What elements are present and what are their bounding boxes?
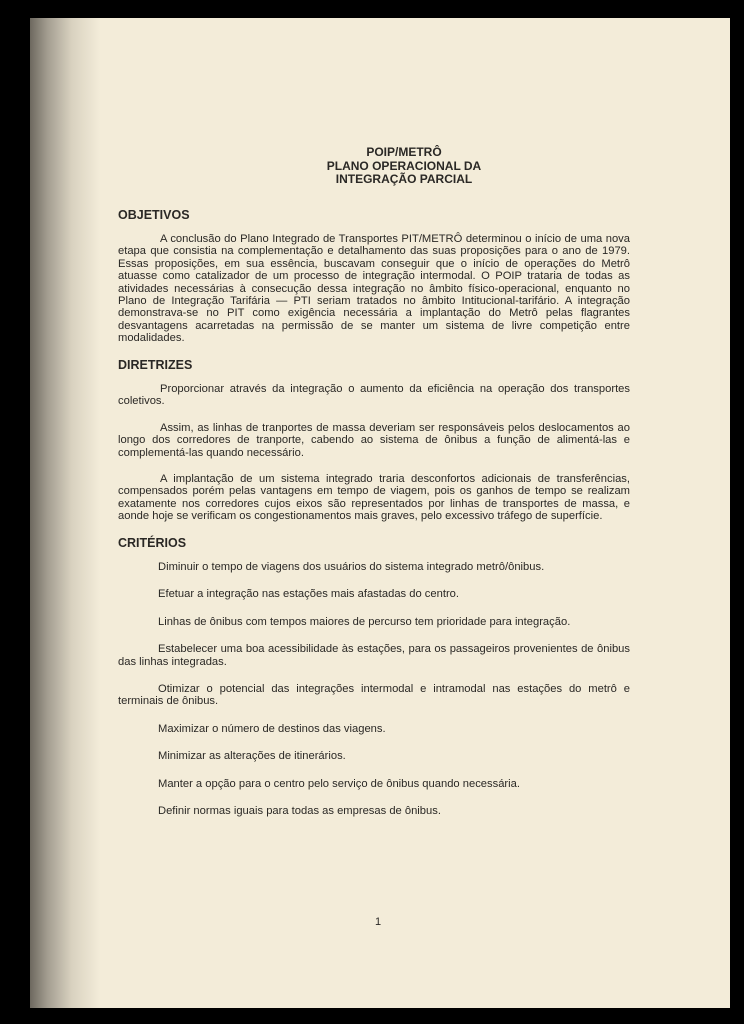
criterion-item: Linhas de ônibus com tempos maiores de percurso tem prioridade para integração. xyxy=(158,615,571,628)
section-heading-criterios: CRITÉRIOS xyxy=(118,535,187,550)
section-heading-diretrizes: DIRETRIZES xyxy=(118,357,193,372)
paragraph: A conclusão do Plano Integrado de Transportes PIT/METRÔ determinou o início de uma nova etapa que consistia na complementação e detalhamento das suas proposições para o ano de 1979. Essas proposições, em sua essência, buscavam conseguir que o início de operações do Metrô atuasse como catalizador de um processo de integração intermodal. O POIP trataria de todas as atividades necessárias à consecução dessa integração no âmbito físico-operacional, enquanto no Plano de Integração Tarifária — PTI seriam tratados no âmbito Intitucional-tarifário. A integração demonstrava-se no PIT como exigência necessária a implantação do Metrô pelas flagrantes desvantagens acarretadas na permissão de se manter um sistema de livre competição entre modalidades. xyxy=(118,232,630,345)
criterion-item: Minimizar as alterações de itinerários. xyxy=(158,750,346,763)
section-objetivos xyxy=(118,209,630,345)
criterion-item: Efetuar a integração nas estações mais afastadas do centro. xyxy=(158,588,459,601)
section-criterios xyxy=(118,537,630,818)
paragraph: Assim, as linhas de tranportes de massa deveriam ser responsáveis pelos deslocamentos ao longo dos corredores de tranporte, cabendo ao sistema de ônibus a função de alimentá-las e complementá-las quando necessário. xyxy=(118,421,630,459)
section-diretrizes xyxy=(118,359,630,523)
criterion-item: Otimizar o potencial das integrações intermodal e intramodal nas estações do metrô e terminais de ônibus. xyxy=(118,683,630,708)
criterion-item: Diminuir o tempo de viagens dos usuários do sistema integrado metrô/ônibus. xyxy=(158,561,545,574)
document-page xyxy=(30,18,730,1008)
criterion-item: Manter a opção para o centro pelo serviço de ônibus quando necessária. xyxy=(158,777,520,790)
criterion-item: Definir normas iguais para todas as empresas de ônibus. xyxy=(158,805,441,818)
criterion-item: Maximizar o número de destinos das viagens. xyxy=(158,722,386,735)
section-heading-objetivos: OBJETIVOS xyxy=(118,207,190,222)
binding-shadow xyxy=(30,18,100,1008)
document-title xyxy=(178,146,630,187)
criterion-item: Estabelecer uma boa acessibilidade às estações, para os passageiros provenientes de ônibus das linhas integradas. xyxy=(118,643,630,668)
document-body xyxy=(118,146,630,833)
page-number: 1 xyxy=(375,916,382,928)
title-line-1: POIP/METRÔ xyxy=(366,145,442,159)
title-line-3: INTEGRAÇÃO PARCIAL xyxy=(335,172,473,186)
paragraph: A implantação de um sistema integrado traria desconfortos adicionais de transferências, compensados porém pelas vantagens em tempo de viagem, pois os ganhos de tempo se realizam exatamente nos corredores cujos eixos são representados por linhas de transportes de massa, e aonde hoje se verificam os congestionamentos mais graves, pelo excessivo tráfego de superfície. xyxy=(118,473,630,523)
paragraph: Proporcionar através da integração o aumento da eficiência na operação dos transportes coletivos. xyxy=(118,382,630,408)
title-line-2: PLANO OPERACIONAL DA xyxy=(326,158,482,173)
